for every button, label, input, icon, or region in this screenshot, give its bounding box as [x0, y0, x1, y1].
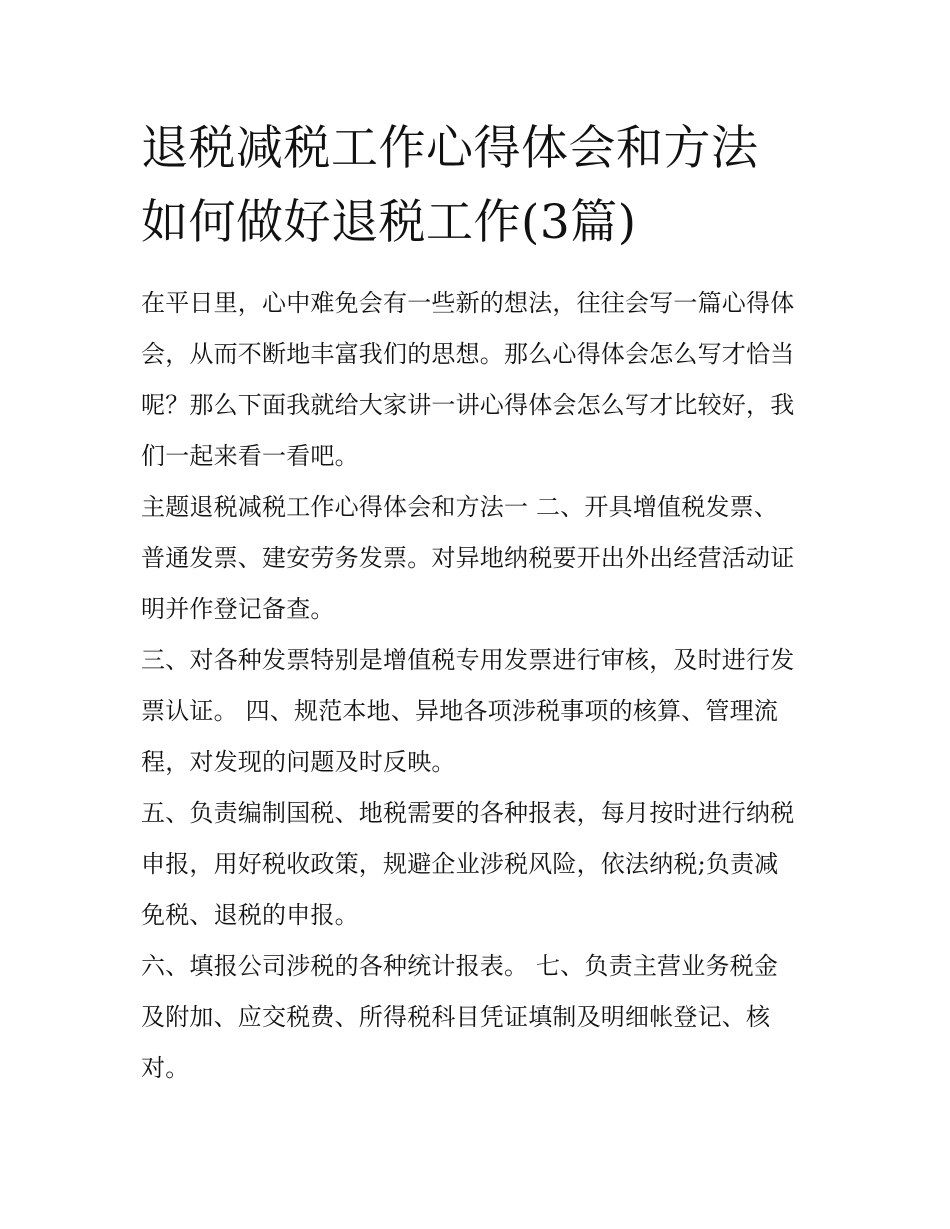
title-line-2: 如何做好退税工作(3篇)	[141, 195, 637, 250]
text-line: 们一起来看一看吧。	[141, 442, 359, 470]
paragraph-item-2	[141, 482, 813, 635]
paragraph-item-3-4	[141, 635, 813, 788]
document-page	[141, 112, 813, 1094]
text-line: 六、填报公司涉税的各种统计报表。 七、负责主营业务税金	[141, 952, 779, 980]
text-line: 免税、退税的申报。	[141, 901, 359, 929]
paragraph-intro	[141, 278, 813, 482]
text-line: 三、对各种发票特别是增值税专用发票进行审核，及时进行发	[141, 646, 795, 674]
text-line: 对。	[141, 1054, 190, 1082]
text-line: 及附加、应交税费、所得税科目凭证填制及明细帐登记、核	[141, 1003, 771, 1031]
text-line: 票认证。 四、规范本地、异地各项涉税事项的核算、管理流	[141, 697, 779, 725]
text-line: 普通发票、建安劳务发票。对异地纳税要开出外出经营活动证	[141, 544, 795, 572]
text-line: 主题退税减税工作心得体会和方法一 二、开具增值税发票、	[141, 493, 779, 521]
text-line: 明并作登记备查。	[141, 595, 335, 623]
text-line: 五、负责编制国税、地税需要的各种报表，每月按时进行纳税	[141, 799, 795, 827]
text-line: 程，对发现的问题及时反映。	[141, 748, 456, 776]
text-line: 呢？那么下面我就给大家讲一讲心得体会怎么写才比较好，我	[141, 391, 795, 419]
paragraph-item-6-7	[141, 941, 813, 1094]
title-line-1: 退税减税工作心得体会和方法	[141, 121, 759, 176]
text-line: 在平日里，心中难免会有一些新的想法，往往会写一篇心得体	[141, 289, 795, 317]
text-line: 申报，用好税收政策，规避企业涉税风险，依法纳税;负责减	[141, 850, 779, 878]
document-title	[141, 112, 813, 260]
text-line: 会，从而不断地丰富我们的思想。那么心得体会怎么写才恰当	[141, 340, 795, 368]
paragraph-item-5	[141, 788, 813, 941]
